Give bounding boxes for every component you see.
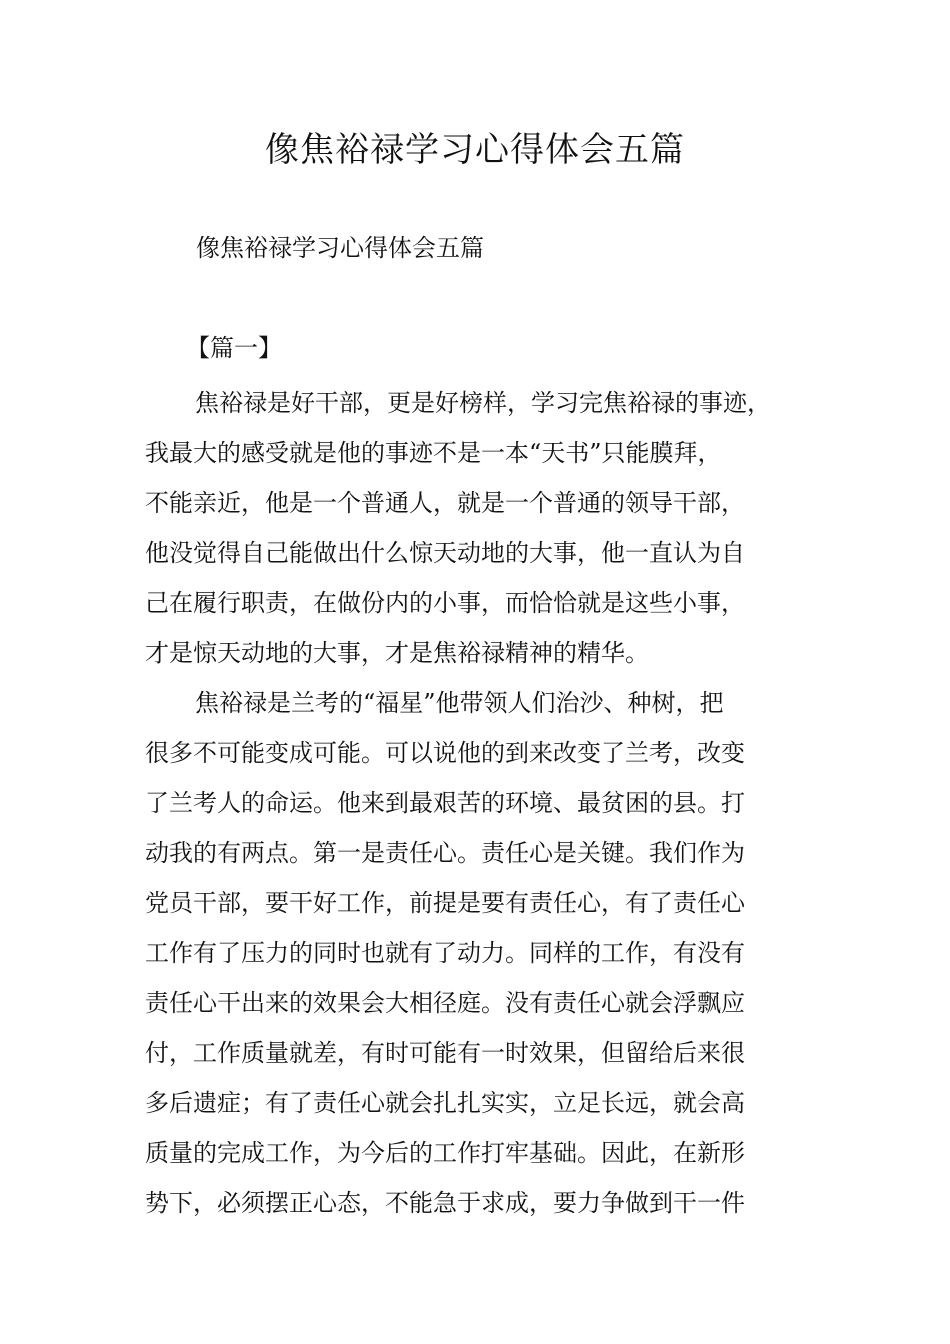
text-line: 责任心干出来的效果会大相径庭。没有责任心就会浮飘应 [145,989,745,1017]
text-line: 不能亲近，他是一个普通人，就是一个普通的领导干部， [145,489,745,517]
text-line: 焦裕禄是好干部，更是好榜样，学习完焦裕禄的事迹， [195,389,771,417]
document-title: 像焦裕禄学习心得体会五篇 [265,130,685,170]
text-line: 己在履行职责，在做份内的小事，而恰恰就是这些小事， [145,589,745,617]
text-line: 工作有了压力的同时也就有了动力。同样的工作，有没有 [145,939,745,967]
text-line: 党员干部，要干好工作，前提是要有责任心，有了责任心 [145,889,745,917]
text-line: 多后遗症；有了责任心就会扎扎实实，立足长远，就会高 [145,1089,745,1117]
text-line: 付，工作质量就差，有时可能有一时效果，但留给后来很 [145,1039,745,1067]
text-line: 才是惊天动地的大事，才是焦裕禄精神的精华。 [145,639,649,667]
paragraph-2 [145,678,835,1228]
text-line: 势下，必须摆正心态，不能急于求成，要力争做到干一件 [145,1189,745,1217]
text-line: 了兰考人的命运。他来到最艰苦的环境、最贫困的县。打 [145,789,745,817]
text-line: 质量的完成工作，为今后的工作打牢基础。因此，在新形 [145,1139,745,1167]
text-line: 焦裕禄是兰考的“福星”他带领人们治沙、种树，把 [195,689,724,717]
paragraph-1 [145,378,835,678]
section-heading: 【篇一】 [186,334,282,362]
document-subtitle: 像焦裕禄学习心得体会五篇 [196,234,484,262]
text-line: 动我的有两点。第一是责任心。责任心是关键。我们作为 [145,839,745,867]
text-line: 他没觉得自己能做出什么惊天动地的大事，他一直认为自 [145,539,745,567]
text-line: 我最大的感受就是他的事迹不是一本“天书”只能膜拜， [145,439,722,467]
text-line: 很多不可能变成可能。可以说他的到来改变了兰考，改变 [145,739,745,767]
body-text [145,378,835,1228]
